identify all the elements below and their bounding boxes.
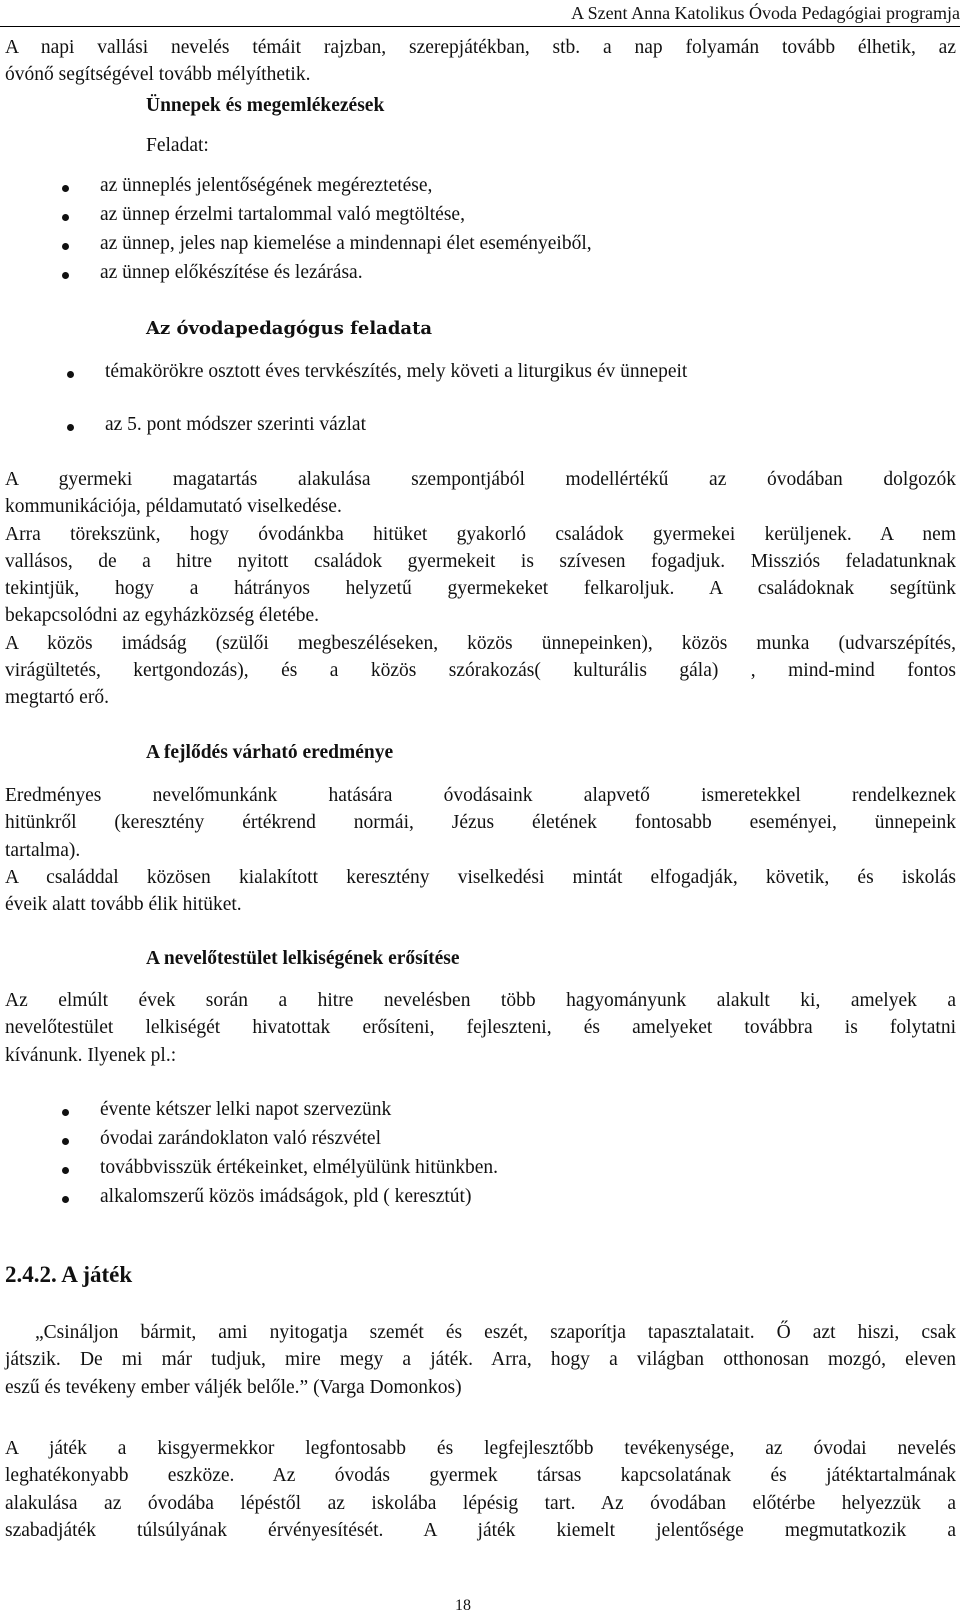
section-heading-lelkiseg: A nevelőtestület lelkiségének erősítése bbox=[146, 948, 460, 969]
bullet-icon bbox=[62, 214, 69, 221]
text-line: kommunikációja, példamutató viselkedése. bbox=[5, 496, 342, 518]
bullet-icon bbox=[62, 243, 69, 250]
text-line: alakulása az óvodába lépéstől az iskolába lépésig tart. Az óvodában előtérbe helyezzük a bbox=[5, 1492, 956, 1514]
bullet-icon bbox=[62, 1167, 69, 1174]
list-item: az ünnep érzelmi tartalommal való megtöltése, bbox=[100, 204, 465, 225]
section-heading-ovodapedagogus: Az óvodapedagógus feladata bbox=[146, 318, 433, 339]
body-paragraph-jatek bbox=[5, 1435, 956, 1544]
bullet-icon bbox=[62, 1196, 69, 1203]
bullet-icon bbox=[67, 424, 74, 431]
text-line: szabadjáték túlsúlyának érvényesítését. A játék kiemelt jelentősége megmutatkozik a bbox=[5, 1519, 956, 1541]
text-line: kívánunk. Ilyenek pl.: bbox=[5, 1044, 177, 1066]
list-item: témakörökre osztott éves tervkészítés, mely követi a liturgikus év ünnepeit bbox=[105, 361, 688, 382]
header-rule bbox=[0, 26, 960, 27]
text-line: éveik alatt tovább élik hitüket. bbox=[5, 894, 242, 916]
text-line: A közös imádság (szülői megbeszéléseken, közös ünnepeinken), közös munka (udvarszépítés, bbox=[5, 632, 956, 654]
bullet-icon bbox=[62, 272, 69, 279]
text-line: hitünkről (keresztény értékrend normái, Jézus életének fontosabb eseményei, ünnepeink bbox=[5, 812, 956, 834]
body-paragraph-fejlodes bbox=[5, 782, 956, 918]
text-line: eszű és tevékeny ember váljék belőle.” (Varga Domonkos) bbox=[5, 1376, 462, 1398]
body-paragraph-modell bbox=[5, 466, 956, 712]
list-item: óvodai zarándoklaton való részvétel bbox=[100, 1128, 382, 1149]
list-item: továbbvisszük értékeinket, elmélyülünk hitünkben. bbox=[100, 1157, 499, 1178]
text-line: „Csináljon bármit, ami nyitogatja szemét és eszét, szaporítja tapasztalatait. Ő azt hiszi, csak bbox=[35, 1322, 956, 1343]
body-paragraph-lelkiseg bbox=[5, 987, 956, 1069]
text-line: A gyermeki magatartás alakulása szempontjából modellértékű az óvodában dolgozók bbox=[5, 469, 956, 490]
section-heading-jatek: 2.4.2. A játék bbox=[5, 1262, 133, 1287]
text-line: A játék a kisgyermekkor legfontosabb és legfejlesztőbb tevékenysége, az óvodai nevelés bbox=[5, 1438, 956, 1459]
text-line: Az elmúlt évek során a hitre nevelésben több hagyományunk alakult ki, amelyek a bbox=[5, 990, 956, 1011]
bullet-icon bbox=[62, 1109, 69, 1116]
section-heading-fejlodes: A fejlődés várható eredménye bbox=[146, 742, 394, 763]
feladat-label: Feladat: bbox=[146, 135, 209, 156]
text-line: tartalma). bbox=[5, 839, 81, 861]
intro-paragraph bbox=[5, 34, 956, 89]
text-line: óvónő segítségével tovább mélyíthetik. bbox=[5, 64, 311, 86]
running-header bbox=[260, 3, 960, 24]
text-line: A családdal közösen kialakított keresztény viselkedési mintát elfogadják, követik, és iskolás bbox=[5, 866, 956, 888]
bullet-icon bbox=[67, 371, 74, 378]
quote-paragraph bbox=[5, 1319, 956, 1401]
bullet-icon bbox=[62, 1138, 69, 1145]
text-line: Arra törekszünk, hogy óvodánkba hitüket gyakorló családok gyermekei kerüljenek. A nem bbox=[5, 523, 956, 545]
text-line: leghatékonyabb eszköze. Az óvodás gyermek társas kapcsolatának és játéktartalmának bbox=[5, 1465, 956, 1487]
section-heading-unnepek: Ünnepek és megemlékezések bbox=[146, 95, 385, 116]
list-item: évente kétszer lelki napot szervezünk bbox=[100, 1099, 392, 1120]
text-line: játszik. De mi már tudjuk, mire megy a játék. Arra, hogy a világban otthonosan mozgó, eleven bbox=[5, 1349, 956, 1371]
text-line: bekapcsolódni az egyházközség életébe. bbox=[5, 605, 320, 627]
text-line: virágültetés, kertgondozás), és a közös szórakozás( kulturális gála) , mind-mind fontos bbox=[5, 660, 956, 682]
list-item: az 5. pont módszer szerinti vázlat bbox=[105, 414, 366, 435]
list-item: az ünnep előkészítése és lezárása. bbox=[100, 262, 363, 283]
text-line: tekintjük, hogy a hátrányos helyzetű gyermekeket felkaroljuk. A családoknak segítünk bbox=[5, 578, 956, 600]
header-title: A Szent Anna Katolikus Óvoda Pedagógiai programja bbox=[571, 3, 960, 23]
bullet-icon bbox=[62, 185, 69, 192]
page-number: 18 bbox=[455, 1597, 471, 1614]
text-line: vallásos, de a hitre nyitott családok gyermekeit is szívesen fogadjuk. Missziós feladatunknak bbox=[5, 550, 956, 572]
text-line: A napi vallási nevelés témáit rajzban, szerepjátékban, stb. a nap folyamán tovább élhetik, az bbox=[5, 37, 956, 58]
text-line: megtartó erő. bbox=[5, 687, 109, 709]
list-item: alkalomszerű közös imádságok, pld ( keresztút) bbox=[100, 1186, 472, 1207]
list-item: az ünneplés jelentőségének megéreztetése, bbox=[100, 175, 433, 196]
text-line: nevelőtestület lelkiségét hivatottak erősíteni, fejleszteni, és amelyeket továbbra is folytatni bbox=[5, 1017, 956, 1039]
text-line: Eredményes nevelőmunkánk hatására óvodásaink alapvető ismeretekkel rendelkeznek bbox=[5, 785, 956, 806]
list-item: az ünnep, jeles nap kiemelése a mindennapi élet eseményeiből, bbox=[100, 233, 592, 254]
